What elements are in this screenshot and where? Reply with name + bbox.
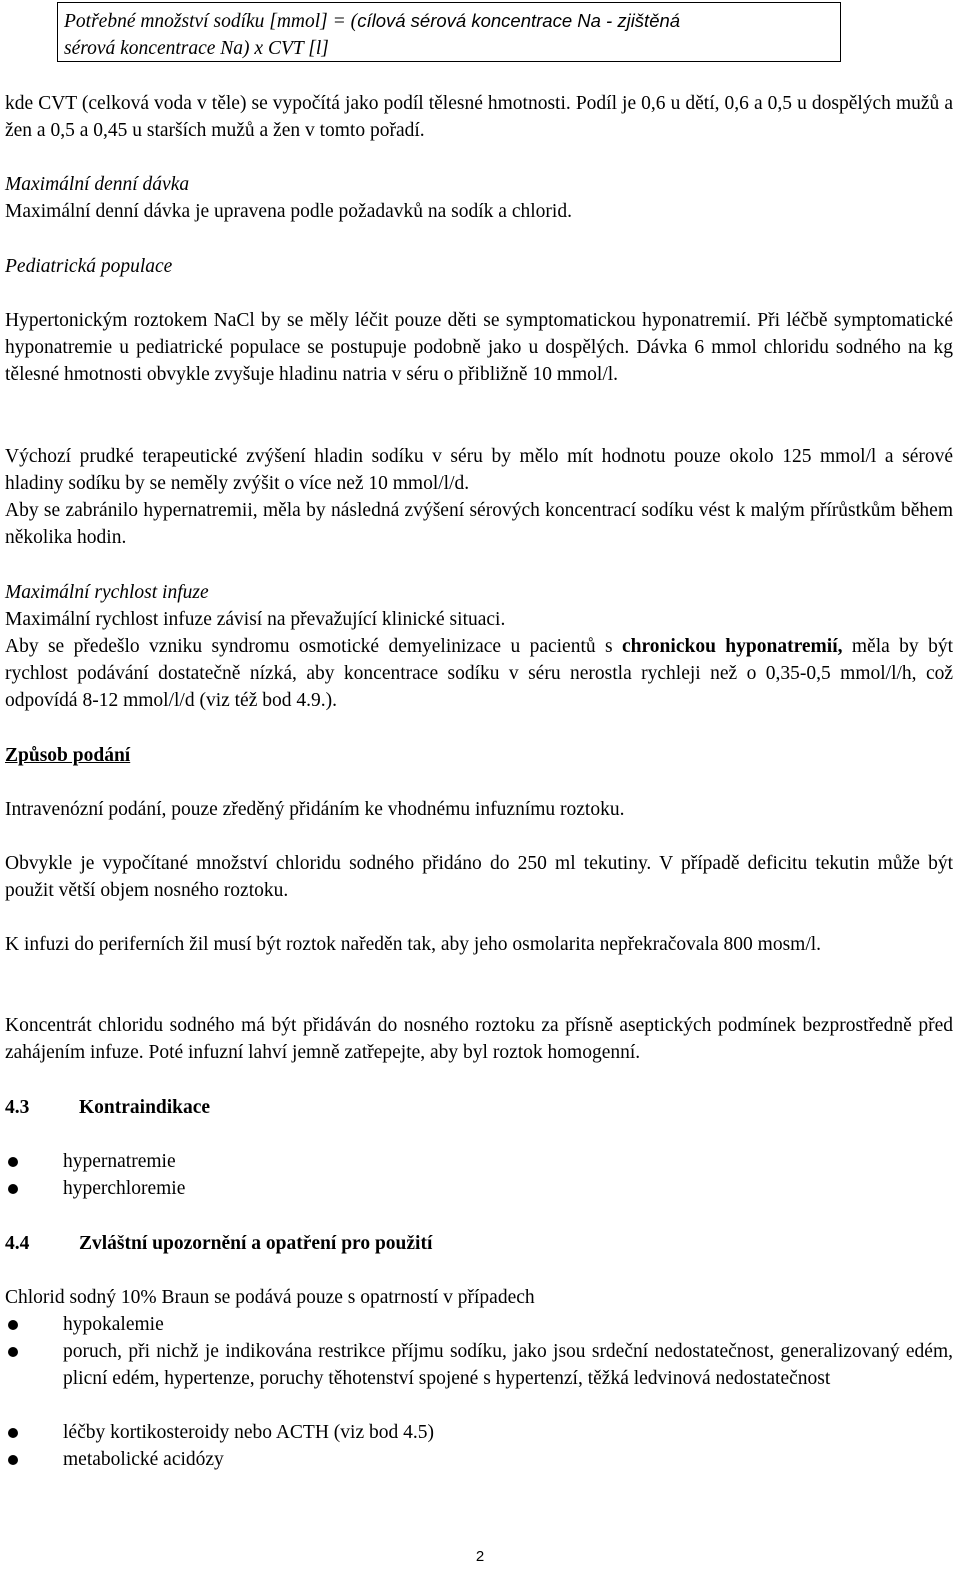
bullet-icon [8, 1157, 18, 1167]
admin-p1: Intravenózní podání, pouze zředěný přidáním ke vhodnému infuznímu roztoku. [5, 799, 625, 820]
list-item: hypokalemie [5, 1311, 953, 1338]
bullet-icon [8, 1455, 18, 1465]
paragraph-initial-increase: Výchozí prudké terapeutické zvýšení hladin sodíku v séru by mělo mít hodnotu pouze okolo 125 mmol/l a sérové hladiny sodíku by se neměly zvýšit o více než 10 mmol/l/d. [5, 446, 953, 494]
section-4-4-heading [5, 1230, 432, 1257]
admin-p4: Koncentrát chloridu sodného má být přidáván do nosného roztoku za přísně aseptických podmínek bezprostředně před zahájením infuze. Poté infuzní lahví jemně zatřepejte, aby byl roztok homogenní. [5, 1015, 953, 1063]
formula-part2: cílová sérová koncentrace Na - zjištěná [357, 10, 681, 31]
bullet-icon [8, 1428, 18, 1438]
section-title: Kontraindikace [79, 1097, 211, 1118]
section-number: 4.3 [5, 1097, 30, 1118]
list-item: metabolické acidózy [5, 1446, 953, 1473]
pediatric-title: Pediatrická populace [5, 256, 173, 277]
section-number: 4.4 [5, 1233, 30, 1254]
formula-part1: Potřebné množství sodíku [mmol] = ( [64, 11, 358, 32]
max-rate-paragraph [5, 633, 953, 714]
paragraph-hypernatremia: Aby se zabránilo hypernatremii, měla by následná zvýšení sérových koncentrací sodíku vést k malým přírůstkům během několika hodin. [5, 500, 953, 548]
list-item: poruch, při nichž je indikována restrikce příjmu sodíku, jako jsou srdeční nedostatečnost, generalizovaný edém, plicní edém, hypertenze, poruchy těhotenství spojené s hypertenzí, těžká ledvinová nedostatečnost [5, 1338, 953, 1392]
max-daily-title: Maximální denní dávka [5, 174, 190, 195]
max-rate-title: Maximální rychlost infuze [5, 582, 209, 603]
section-4-3-heading [5, 1094, 210, 1121]
admin-p2: Obvykle je vypočítané množství chloridu sodného přidáno do 250 ml tekutiny. V případě deficitu tekutin může být použit větší objem nosného roztoku. [5, 853, 953, 901]
admin-heading: Způsob podání [5, 745, 131, 766]
section-title: Zvláštní upozornění a opatření pro použití [79, 1233, 433, 1254]
max-rate-p2-a: Aby se předešlo vzniku syndromu osmotické demyelinizace u pacientů s [5, 636, 622, 657]
bullet-icon [8, 1320, 18, 1330]
formula-box [57, 2, 841, 62]
list-item: hyperchloremie [5, 1175, 953, 1202]
list-item: hypernatremie [5, 1148, 953, 1175]
max-rate-p2-b: měla by být rychlost podávání dostatečně nízká, aby koncentrace sodíku v séru nerostla rychleji než o 0,35-0,5 mmol/l/h, což odpovídá 8-12 mmol/l/d (viz též bod 4.9.). [5, 636, 953, 711]
admin-p3: K infuzi do periferních žil musí být roztok naředěn tak, aby jeho osmolarita nepřekračovala 800 mosm/l. [5, 934, 822, 955]
max-daily-text: Maximální denní dávka je upravena podle požadavků na sodík a chlorid. [5, 201, 572, 222]
max-rate-text: Maximální rychlost infuze závisí na převažující klinické situaci. [5, 609, 506, 630]
formula-part3: sérová koncentrace Na) x CVT [l] [64, 38, 329, 59]
section-4-4-intro: Chlorid sodný 10% Braun se podává pouze s opatrností v případech [5, 1287, 535, 1308]
paragraph-cvt: kde CVT (celková voda v těle) se vypočítá jako podíl tělesné hmotnosti. Podíl je 0,6 u dětí, 0,6 a 0,5 u dospělých mužů a žen a 0,5 a 0,45 u starších mužů a žen v tomto pořadí. [5, 93, 953, 141]
bullet-icon [8, 1347, 18, 1357]
max-rate-p2-bold: chronickou hyponatremií, [622, 636, 843, 657]
bullet-icon [8, 1184, 18, 1194]
pediatric-text: Hypertonickým roztokem NaCl by se měly léčit pouze děti se symptomatickou hyponatremií. Při léčbě symptomatické hyponatremie u pediatrické populace se postupuje podobně jako u dospělých. Dávka 6 mmol chloridu sodného na kg tělesné hmotnosti obvykle zvyšuje hladinu natria v séru o přibližně 10 mmol/l. [5, 310, 953, 385]
list-item: léčby kortikosteroidy nebo ACTH (viz bod 4.5) [5, 1419, 953, 1446]
page-number: 2 [475, 1548, 485, 1565]
